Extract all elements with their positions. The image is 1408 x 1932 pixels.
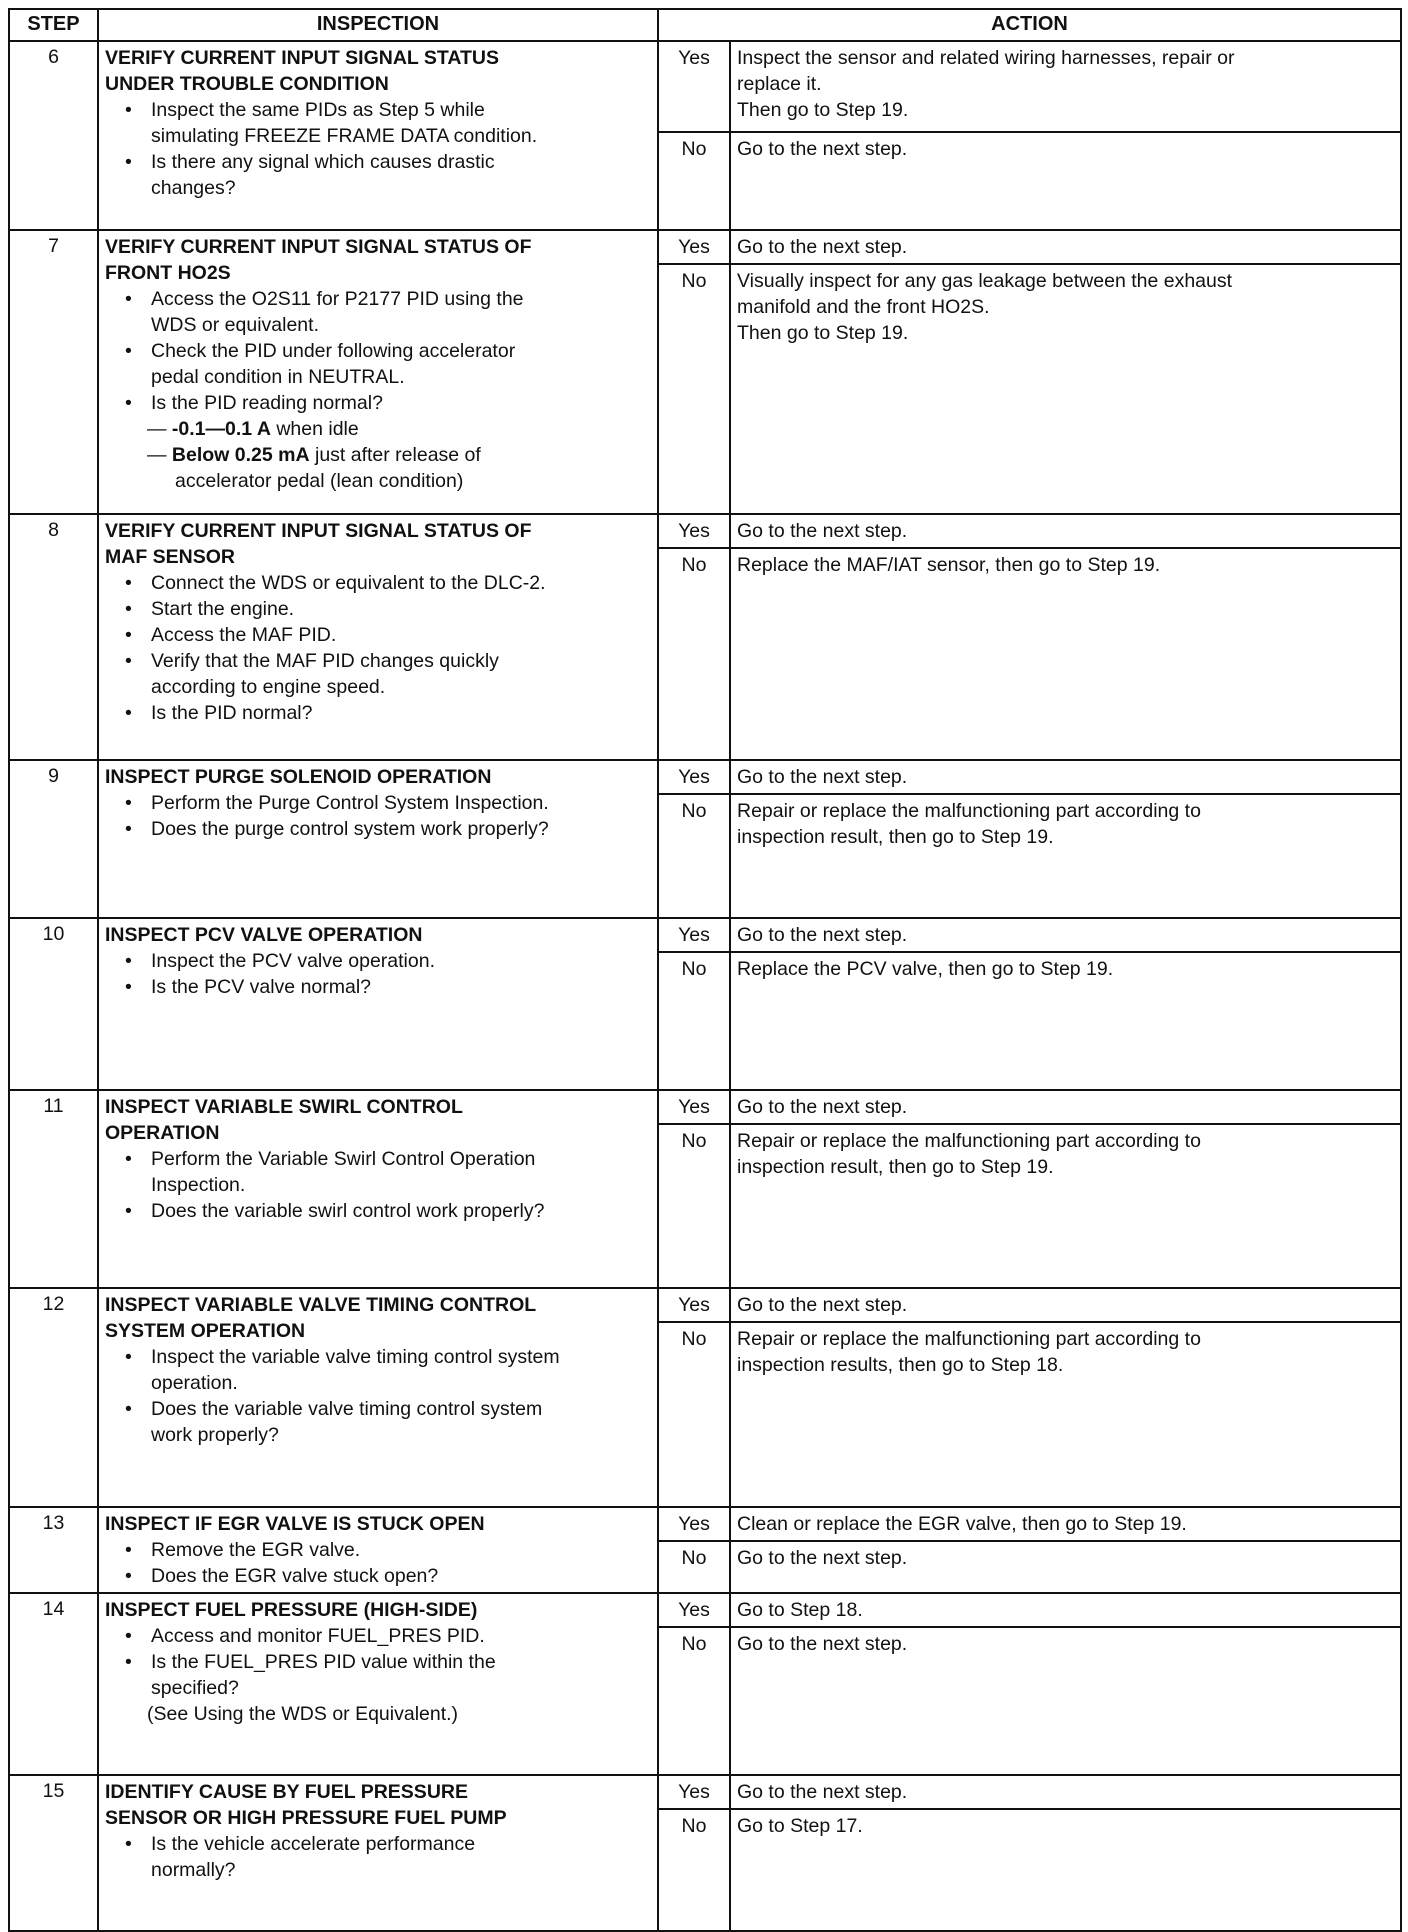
inspection-bullets [105, 1537, 651, 1589]
inspection-bullets [105, 1344, 651, 1448]
bullet-text: WDS or equivalent. [151, 314, 319, 336]
action-line: Visually inspect for any gas leakage between the exhaust [737, 270, 1233, 292]
bullet-text: specified? [151, 1677, 239, 1699]
action-line: Go to the next step. [737, 138, 908, 160]
bullet-icon: • [125, 976, 132, 998]
no-action [730, 1124, 1401, 1288]
no-action [730, 264, 1401, 514]
yes-action [730, 1593, 1401, 1627]
bullet-icon: • [125, 624, 132, 646]
no-label: No [658, 794, 730, 918]
action-line: Go to the next step. [737, 1633, 908, 1655]
bullet-item [125, 700, 651, 726]
inspection-title: INSPECT VARIABLE SWIRL CONTROL [105, 1096, 463, 1118]
bullet-text: Connect the WDS or equivalent to the DLC-2. [151, 572, 546, 594]
bullet-icon: • [125, 792, 132, 814]
bullet-icon: • [125, 1148, 132, 1170]
bullet-icon: • [125, 1200, 132, 1222]
bullet-item [125, 790, 651, 816]
table-row [9, 1090, 1401, 1124]
inspection-title: VERIFY CURRENT INPUT SIGNAL STATUS OF [105, 520, 532, 542]
bullet-icon: • [125, 1398, 132, 1420]
bullet-text: simulating FREEZE FRAME DATA condition. [151, 125, 538, 147]
table-row [9, 41, 1401, 132]
action-line: Clean or replace the EGR valve, then go to Step 19. [737, 1513, 1187, 1535]
bullet-text: Verify that the MAF PID changes quickly [151, 650, 499, 672]
inspection-bullets [105, 286, 651, 416]
inspection-title: MAF SENSOR [105, 546, 236, 568]
bullet-icon: • [125, 1539, 132, 1561]
bullet-text: Does the purge control system work properly? [151, 818, 549, 840]
yes-action [730, 1090, 1401, 1124]
criteria-item [105, 442, 651, 468]
bullet-text: Is there any signal which causes drastic [151, 151, 495, 173]
inspection-bullets [105, 948, 651, 1000]
bullet-text: Remove the EGR valve. [151, 1539, 361, 1561]
yes-action [730, 1288, 1401, 1322]
step-number: 8 [9, 514, 98, 760]
yes-label: Yes [658, 760, 730, 794]
bullet-text: Does the variable swirl control work properly? [151, 1200, 545, 1222]
criteria-value: -0.1—0.1 A [171, 418, 271, 440]
no-label: No [658, 264, 730, 514]
bullet-text: Access the O2S11 for P2177 PID using the [151, 288, 524, 310]
bullet-icon: • [125, 340, 132, 362]
inspection-bullets [105, 570, 651, 726]
yes-label: Yes [658, 1288, 730, 1322]
inspection-title: INSPECT PCV VALVE OPERATION [105, 924, 423, 946]
inspection-cell [98, 41, 658, 230]
bullet-icon: • [125, 1565, 132, 1587]
header-action: ACTION [658, 9, 1401, 41]
action-line: Go to the next step. [737, 1547, 908, 1569]
yes-label: Yes [658, 918, 730, 952]
inspection-title: IDENTIFY CAUSE BY FUEL PRESSURE [105, 1781, 468, 1803]
bullet-text: Perform the Purge Control System Inspection. [151, 792, 549, 814]
bullet-item [125, 97, 651, 149]
bullet-item [125, 1146, 651, 1198]
action-line: Inspect the sensor and related wiring harnesses, repair or [737, 47, 1235, 69]
bullet-icon: • [125, 1346, 132, 1368]
bullet-text: Is the PCV valve normal? [151, 976, 372, 998]
bullet-icon: • [125, 818, 132, 840]
bullet-item [125, 149, 651, 201]
bullet-icon: • [125, 392, 132, 414]
bullet-text: according to engine speed. [151, 676, 386, 698]
action-line: Then go to Step 19. [737, 322, 909, 344]
yes-label: Yes [658, 514, 730, 548]
action-line: inspection result, then go to Step 19. [737, 826, 1054, 848]
inspection-title: UNDER TROUBLE CONDITION [105, 73, 389, 95]
criteria-text: when idle [270, 418, 359, 440]
inspection-title: INSPECT IF EGR VALVE IS STUCK OPEN [105, 1513, 485, 1535]
action-line: inspection result, then go to Step 19. [737, 1156, 1054, 1178]
bullet-item [125, 570, 651, 596]
bullet-item [125, 1831, 651, 1883]
no-label: No [658, 1627, 730, 1775]
no-label: No [658, 1809, 730, 1931]
no-action [730, 1809, 1401, 1931]
inspection-title: SENSOR OR HIGH PRESSURE FUEL PUMP [105, 1807, 507, 1829]
action-line: Go to the next step. [737, 236, 908, 258]
yes-label: Yes [658, 41, 730, 132]
action-line: manifold and the front HO2S. [737, 296, 990, 318]
step-number: 9 [9, 760, 98, 918]
bullet-icon: • [125, 99, 132, 121]
bullet-icon: • [125, 151, 132, 173]
no-label: No [658, 548, 730, 760]
table-row [9, 1288, 1401, 1322]
bullet-text: Perform the Variable Swirl Control Operation [151, 1148, 536, 1170]
table-row [9, 1507, 1401, 1541]
bullet-text: changes? [151, 177, 236, 199]
bullet-icon: • [125, 1651, 132, 1673]
yes-action [730, 41, 1401, 132]
inspection-cell [98, 1507, 658, 1593]
bullet-item [125, 1344, 651, 1396]
bullet-text: Access the MAF PID. [151, 624, 337, 646]
step-number: 13 [9, 1507, 98, 1593]
inspection-cell [98, 1593, 658, 1775]
no-action [730, 1322, 1401, 1507]
dash-icon: — [147, 444, 167, 466]
no-label: No [658, 1124, 730, 1288]
table-row [9, 1775, 1401, 1809]
step-number: 7 [9, 230, 98, 514]
bullet-item [125, 1537, 651, 1563]
bullet-item [125, 1563, 651, 1589]
yes-action [730, 1507, 1401, 1541]
bullet-item [125, 622, 651, 648]
inspection-table [8, 8, 1402, 1932]
criteria-text: just after release of [309, 444, 481, 466]
inspection-title: INSPECT VARIABLE VALVE TIMING CONTROL [105, 1294, 537, 1316]
action-line: Go to the next step. [737, 520, 908, 542]
bullet-icon: • [125, 288, 132, 310]
inspection-bullets [105, 1831, 651, 1883]
bullet-item [125, 816, 651, 842]
bullet-item [125, 648, 651, 700]
bullet-item [125, 286, 651, 338]
table-body [9, 41, 1401, 1931]
bullet-text: pedal condition in NEUTRAL. [151, 366, 405, 388]
action-line: Repair or replace the malfunctioning part according to [737, 1328, 1201, 1350]
inspection-title: INSPECT PURGE SOLENOID OPERATION [105, 766, 492, 788]
bullet-text: Is the FUEL_PRES PID value within the [151, 1651, 496, 1673]
bullet-text: operation. [151, 1372, 238, 1394]
yes-label: Yes [658, 1593, 730, 1627]
action-line: Go to Step 17. [737, 1815, 863, 1837]
bullet-text: Inspect the same PIDs as Step 5 while [151, 99, 485, 121]
inspection-cell [98, 1288, 658, 1507]
inspection-bullets [105, 1623, 651, 1701]
bullet-text: Inspection. [151, 1174, 246, 1196]
bullet-text: Access and monitor FUEL_PRES PID. [151, 1625, 485, 1647]
inspection-bullets [105, 1146, 651, 1224]
bullet-item [125, 596, 651, 622]
action-line: Go to the next step. [737, 1781, 908, 1803]
step-number: 11 [9, 1090, 98, 1288]
bullet-text: work properly? [151, 1424, 279, 1446]
bullet-item [125, 1396, 651, 1448]
step-number: 6 [9, 41, 98, 230]
table-row [9, 230, 1401, 264]
inspection-cell [98, 1775, 658, 1931]
table-row [9, 918, 1401, 952]
bullet-text: Start the engine. [151, 598, 295, 620]
inspection-cell [98, 1090, 658, 1288]
action-line: Replace the PCV valve, then go to Step 19. [737, 958, 1114, 980]
yes-action [730, 514, 1401, 548]
inspection-title: SYSTEM OPERATION [105, 1320, 306, 1342]
bullet-item [125, 974, 651, 1000]
action-line: Go to Step 18. [737, 1599, 863, 1621]
criteria-value: Below 0.25 mA [171, 444, 310, 466]
inspection-note: (See Using the WDS or Equivalent.) [147, 1703, 459, 1725]
no-action [730, 794, 1401, 918]
inspection-cell [98, 230, 658, 514]
yes-action [730, 230, 1401, 264]
yes-label: Yes [658, 230, 730, 264]
no-action [730, 548, 1401, 760]
action-line: inspection results, then go to Step 18. [737, 1354, 1064, 1376]
inspection-title: OPERATION [105, 1122, 220, 1144]
yes-label: Yes [658, 1775, 730, 1809]
action-line: Repair or replace the malfunctioning part according to [737, 800, 1201, 822]
table-row [9, 514, 1401, 548]
header-row [9, 9, 1401, 41]
step-number: 14 [9, 1593, 98, 1775]
inspection-table-container [8, 8, 1400, 1886]
action-line: Go to the next step. [737, 766, 908, 788]
no-action [730, 1627, 1401, 1775]
action-line: Repair or replace the malfunctioning part according to [737, 1130, 1201, 1152]
bullet-item [125, 1649, 651, 1701]
bullet-item [125, 390, 651, 416]
dash-icon: — [147, 418, 167, 440]
step-number: 10 [9, 918, 98, 1090]
bullet-text: normally? [151, 1859, 236, 1881]
bullet-icon: • [125, 572, 132, 594]
yes-label: Yes [658, 1090, 730, 1124]
no-label: No [658, 952, 730, 1090]
action-line: Then go to Step 19. [737, 99, 909, 121]
bullet-icon: • [125, 1833, 132, 1855]
inspection-title: VERIFY CURRENT INPUT SIGNAL STATUS OF [105, 236, 532, 258]
bullet-icon: • [125, 950, 132, 972]
inspection-title: INSPECT FUEL PRESSURE (HIGH-SIDE) [105, 1599, 478, 1621]
action-line: replace it. [737, 73, 822, 95]
bullet-text: Is the PID normal? [151, 702, 313, 724]
bullet-text: Does the variable valve timing control system [151, 1398, 543, 1420]
no-action [730, 952, 1401, 1090]
table-row [9, 760, 1401, 794]
inspection-cell [98, 918, 658, 1090]
bullet-icon: • [125, 702, 132, 724]
bullet-item [125, 948, 651, 974]
bullet-icon: • [125, 1625, 132, 1647]
header-inspection: INSPECTION [98, 9, 658, 41]
yes-action [730, 760, 1401, 794]
inspection-cell [98, 760, 658, 918]
step-number: 12 [9, 1288, 98, 1507]
no-action [730, 1541, 1401, 1593]
yes-action [730, 918, 1401, 952]
inspection-bullets [105, 97, 651, 201]
step-number: 15 [9, 1775, 98, 1931]
criteria-item [105, 416, 651, 442]
bullet-item [125, 1623, 651, 1649]
header-step: STEP [9, 9, 98, 41]
no-label: No [658, 132, 730, 230]
bullet-text: Is the PID reading normal? [151, 392, 383, 414]
bullet-text: Check the PID under following accelerator [151, 340, 516, 362]
no-label: No [658, 1322, 730, 1507]
no-action [730, 132, 1401, 230]
bullet-text: Inspect the PCV valve operation. [151, 950, 435, 972]
bullet-text: Inspect the variable valve timing control system [151, 1346, 560, 1368]
yes-action [730, 1775, 1401, 1809]
bullet-text: Does the EGR valve stuck open? [151, 1565, 439, 1587]
action-line: Go to the next step. [737, 1096, 908, 1118]
action-line: Go to the next step. [737, 924, 908, 946]
inspection-cell [98, 514, 658, 760]
action-line: Replace the MAF/IAT sensor, then go to Step 19. [737, 554, 1161, 576]
bullet-icon: • [125, 598, 132, 620]
inspection-title: VERIFY CURRENT INPUT SIGNAL STATUS [105, 47, 499, 69]
inspection-bullets [105, 790, 651, 842]
bullet-item [125, 338, 651, 390]
bullet-item [125, 1198, 651, 1224]
no-label: No [658, 1541, 730, 1593]
criteria-text-cont: accelerator pedal (lean condition) [175, 470, 464, 492]
yes-label: Yes [658, 1507, 730, 1541]
table-row [9, 1593, 1401, 1627]
inspection-title: FRONT HO2S [105, 262, 231, 284]
bullet-icon: • [125, 650, 132, 672]
action-line: Go to the next step. [737, 1294, 908, 1316]
bullet-text: Is the vehicle accelerate performance [151, 1833, 476, 1855]
